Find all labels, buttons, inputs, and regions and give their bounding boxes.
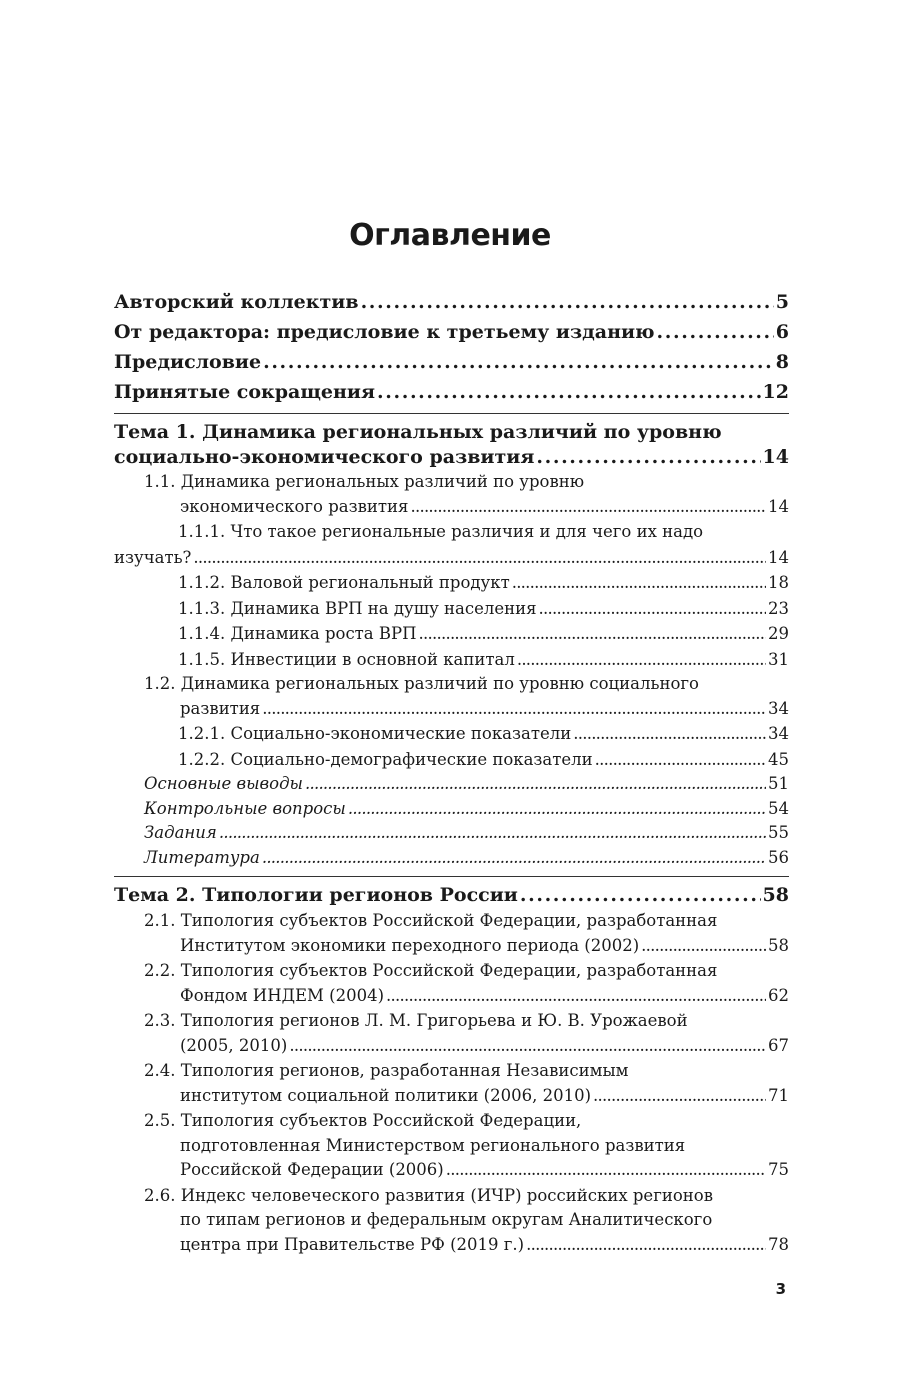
toc-entry-tasks[interactable] — [114, 821, 789, 846]
toc-page-number: 31 — [768, 649, 789, 669]
toc-entry-1-1[interactable] — [114, 470, 789, 519]
toc-entry-1-1-2[interactable] — [114, 570, 789, 596]
toc-entry-2-3[interactable] — [114, 1009, 789, 1058]
toc-entry-title: Задания — [144, 823, 217, 842]
dot-leader — [539, 596, 766, 622]
dot-leader — [361, 290, 774, 315]
toc-page-number: 54 — [768, 798, 789, 818]
page-number: 3 — [775, 1280, 786, 1298]
toc-page-number: 75 — [768, 1160, 789, 1179]
toc-page-number: 14 — [768, 547, 789, 567]
table-of-contents — [114, 290, 789, 1257]
toc-page-number: 34 — [768, 724, 789, 743]
toc-entry-title-line: 2.1. Типология субъектов Российской Федерации, разработанная — [144, 911, 718, 930]
toc-page-number: 67 — [768, 1035, 789, 1055]
toc-entry-title-line: социально-экономического развития — [114, 446, 535, 468]
toc-entry-conclusions[interactable] — [114, 772, 789, 797]
toc-entry-title: От редактора: предисловие к третьему изданию — [114, 321, 655, 343]
toc-entry-abbreviations[interactable] — [114, 380, 789, 405]
toc-page-number: 29 — [768, 624, 789, 643]
toc-entry-preface[interactable] — [114, 350, 789, 375]
toc-entry-title-line: 2.3. Типология регионов Л. М. Григорьева и Ю. В. Урожаевой — [144, 1011, 688, 1030]
toc-entry-2-1[interactable] — [114, 909, 789, 958]
toc-entry-literature[interactable] — [114, 846, 789, 871]
toc-page-number: 78 — [768, 1234, 789, 1254]
toc-entry-title: Тема 2. Типологии регионов России — [114, 884, 518, 906]
toc-entry-title-line: развития — [180, 698, 261, 718]
toc-page-number: 58 — [768, 935, 789, 955]
toc-entry-1-2-1[interactable] — [114, 721, 789, 747]
dot-leader — [305, 772, 766, 797]
dot-leader — [657, 320, 774, 345]
dot-leader — [219, 821, 766, 846]
dot-leader — [193, 545, 766, 571]
toc-page-number: 14 — [768, 496, 789, 516]
divider — [114, 876, 789, 883]
toc-entry-2-2[interactable] — [114, 959, 789, 1008]
toc-page-number: 62 — [768, 985, 789, 1005]
toc-page-number: 18 — [768, 573, 789, 592]
toc-entry-title-line: 1.1.1. Что такое региональные различия и для чего их надо — [178, 522, 704, 541]
toc-page-number: 71 — [768, 1085, 789, 1105]
dot-leader — [410, 495, 766, 520]
toc-page-number: 58 — [762, 884, 789, 906]
dot-leader — [263, 350, 774, 375]
toc-page-number: 23 — [768, 598, 789, 618]
dot-leader — [536, 445, 760, 470]
toc-entry-title-line: Фондом ИНДЕМ (2004) — [180, 985, 385, 1005]
toc-entry-title: 1.1.2. Валовой региональный продукт — [178, 573, 510, 592]
toc-entry-title-line: (2005, 2010) — [180, 1035, 288, 1055]
toc-page-number: 14 — [762, 446, 789, 468]
toc-entry-title-line: центра при Правительстве РФ (2019 г.) — [180, 1234, 525, 1254]
dot-leader — [573, 721, 766, 747]
toc-page-number: 5 — [775, 291, 789, 313]
toc-entry-1-1-1[interactable] — [114, 519, 789, 570]
dot-leader — [520, 883, 761, 908]
toc-entry-1-1-4[interactable] — [114, 621, 789, 647]
toc-entry-title-line: 1.2. Динамика региональных различий по уровню социального — [144, 674, 699, 693]
toc-entry-title: 1.1.4. Динамика роста ВРП — [178, 624, 417, 643]
toc-entry-title-line: 2.4. Типология регионов, разработанная Независимым — [144, 1061, 629, 1080]
toc-entry-1-1-5[interactable] — [114, 647, 789, 673]
toc-entry-title: Авторский коллектив — [114, 291, 359, 313]
toc-entry-title: Литература — [144, 847, 260, 867]
toc-entry-title: 1.1.5. Инвестиции в основной капитал — [178, 649, 515, 669]
toc-entry-title: 1.2.1. Социально-экономические показатели — [178, 724, 572, 743]
toc-entry-1-1-3[interactable] — [114, 596, 789, 622]
toc-entry-title-line: Тема 1. Динамика региональных различий по уровню — [114, 421, 722, 443]
dot-leader — [348, 797, 766, 822]
toc-page-number: 34 — [768, 698, 789, 718]
divider — [114, 413, 789, 420]
toc-entry-title: Принятые сокращения — [114, 381, 376, 403]
toc-entry-title-line: изучать? — [114, 547, 192, 567]
dot-leader — [517, 647, 766, 673]
toc-page-number: 12 — [762, 381, 789, 403]
dot-leader — [512, 570, 766, 596]
toc-entry-title: Предисловие — [114, 351, 262, 373]
dot-leader — [446, 1158, 766, 1183]
toc-entry-title-line: 2.2. Типология субъектов Российской Федерации, разработанная — [144, 961, 718, 980]
dot-leader — [289, 1034, 766, 1059]
toc-entry-title-line: 1.1. Динамика региональных различий по уровню — [144, 472, 585, 491]
toc-entry-title-line: институтом социальной политики (2006, 2010) — [180, 1085, 592, 1105]
toc-entry-title-line: по типам регионов и федеральным округам Аналитического — [180, 1210, 713, 1229]
toc-entry-questions[interactable] — [114, 797, 789, 822]
toc-page-number: 55 — [768, 823, 789, 842]
toc-page-number: 6 — [775, 321, 789, 343]
toc-page-number: 56 — [768, 847, 789, 867]
toc-entry-2-6[interactable] — [114, 1184, 789, 1258]
toc-entry-title-line: 2.5. Типология субъектов Российской Федерации, — [144, 1111, 582, 1130]
toc-entry-title-line: подготовленная Министерством регионального развития — [180, 1135, 686, 1155]
toc-entry-1-2[interactable] — [114, 672, 789, 721]
dot-leader — [419, 621, 766, 647]
toc-entry-2-5[interactable] — [114, 1109, 789, 1183]
toc-entry-editor-preface[interactable] — [114, 320, 789, 345]
toc-entry-authors[interactable] — [114, 290, 789, 315]
toc-entry-theme-2[interactable] — [114, 883, 789, 908]
dot-leader — [526, 1233, 766, 1258]
toc-entry-1-2-2[interactable] — [114, 747, 789, 773]
toc-entry-title: 1.1.3. Динамика ВРП на душу населения — [178, 598, 537, 618]
toc-entry-2-4[interactable] — [114, 1059, 789, 1108]
dot-leader — [595, 747, 766, 773]
toc-page-number: 45 — [768, 749, 789, 769]
dot-leader — [262, 846, 766, 871]
toc-entry-title: 1.2.2. Социально-демографические показатели — [178, 749, 593, 769]
dot-leader — [377, 380, 761, 405]
toc-entry-title-line: 2.6. Индекс человеческого развития (ИЧР) российских регионов — [144, 1185, 713, 1205]
toc-entry-title-line: Институтом экономики переходного периода (2002) — [180, 935, 640, 955]
toc-entry-title-line: Российской Федерации (2006) — [180, 1160, 444, 1179]
toc-entry-theme-1[interactable] — [114, 420, 789, 470]
toc-entry-title: Контрольные вопросы — [144, 798, 346, 818]
dot-leader — [386, 984, 766, 1009]
toc-page-number: 51 — [768, 774, 789, 793]
toc-entry-title-line: экономического развития — [180, 496, 409, 516]
dot-leader — [262, 697, 766, 722]
page-title: Оглавление — [349, 218, 551, 253]
dot-leader — [593, 1084, 766, 1109]
dot-leader — [641, 934, 766, 959]
toc-page-number: 8 — [775, 351, 789, 373]
toc-entry-title: Основные выводы — [144, 774, 303, 793]
